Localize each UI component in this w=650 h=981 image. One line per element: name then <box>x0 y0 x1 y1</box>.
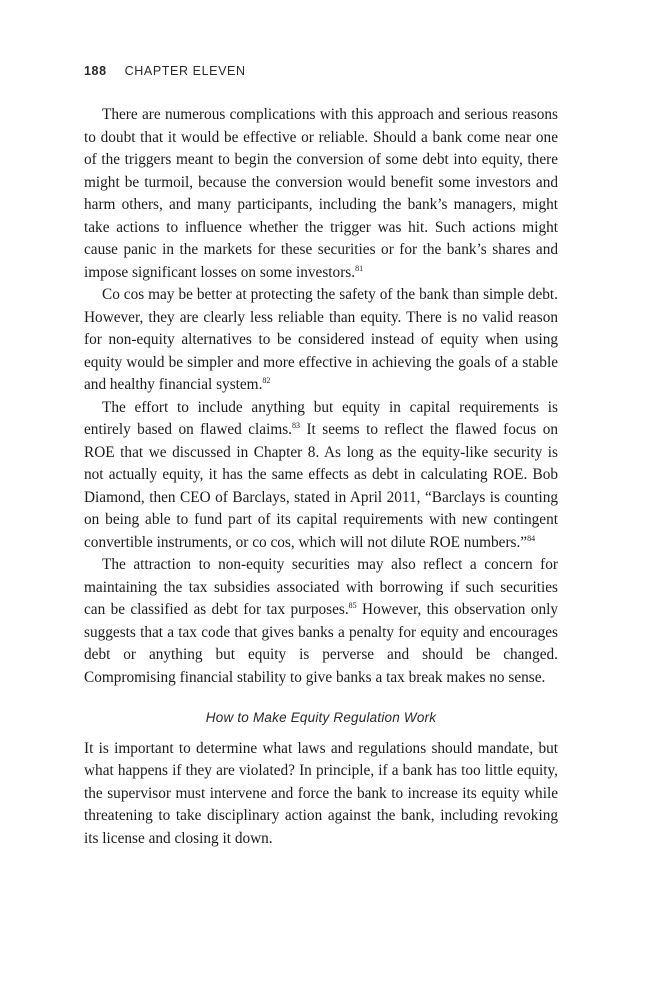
paragraph-text: There are numerous complications with this approach and serious reasons to doubt that it would be effective or reliable. Should a bank come near one of the triggers meant to begin the conversion of some debt into equity, there might be turmoil, because the conversion would benefit some investors and harm others, and many participants, including the bank’s managers, might take actions to influence whether the trigger was hit. Such actions might cause panic in the markets for these securities or for the bank’s shares and impose significant losses on some investors. <box>84 106 558 281</box>
paragraph-text: It seems to reflect the flawed focus on ROE that we discussed in Chapter 8. As long as the equity-like security is not actually equity, it has the same effects as debt in calculating ROE. Bob Diamond, then CEO of Barclays, stated in April 2011, “Barclays is counting on being able to fund part of its capital requirements with new contingent convertible instruments, or co cos, which will not dilute ROE numbers.” <box>84 421 559 551</box>
paragraph-text: The attraction to non-equity securities may also reflect a concern for maintaining the tax subsidies associated with borrowing if such securities can be classified as debt for tax purposes. <box>84 556 558 618</box>
paragraph <box>84 738 558 851</box>
running-head <box>84 64 246 78</box>
page-number: 188 <box>84 64 107 78</box>
paragraph <box>84 284 558 397</box>
paragraph <box>84 397 558 555</box>
paragraph-text: The effort to include anything but equity in capital requirements is entirely based on flawed claims. <box>84 398 558 438</box>
paragraph-text: Co cos may be better at protecting the safety of the bank than simple debt. However, they are clearly less reliable than equity. There is no valid reason for non-equity alternatives to be considered instead of equity when using equity would be simpler and more effective in achieving the goals of a stable and healthy financial system. <box>84 286 558 393</box>
footnote-ref: 84 <box>527 533 536 543</box>
body-text <box>84 104 558 850</box>
paragraph <box>84 554 558 689</box>
footnote-ref: 81 <box>355 263 364 273</box>
chapter-title: CHAPTER ELEVEN <box>124 64 246 78</box>
footnote-ref: 82 <box>262 376 271 385</box>
footnote-ref: 85 <box>348 601 357 610</box>
footnote-ref: 83 <box>292 421 301 430</box>
paragraph-text: However, this observation only suggests that a tax code that gives banks a penalty for equity and encourages debt or anything but equity is perverse and should be changed. Compromising financial stability to give banks a tax break makes no sense. <box>84 601 558 686</box>
paragraph-text: It is important to determine what laws and regulations should mandate, but what happens if they are violated? In principle, if a bank has too little equity, the supervisor must intervene and force the bank to increase its equity while threatening to take disciplinary action against the bank, including revoking its license and closing it down. <box>84 739 558 847</box>
paragraph <box>84 104 558 284</box>
section-heading: How to Make Equity Regulation Work <box>205 710 437 725</box>
